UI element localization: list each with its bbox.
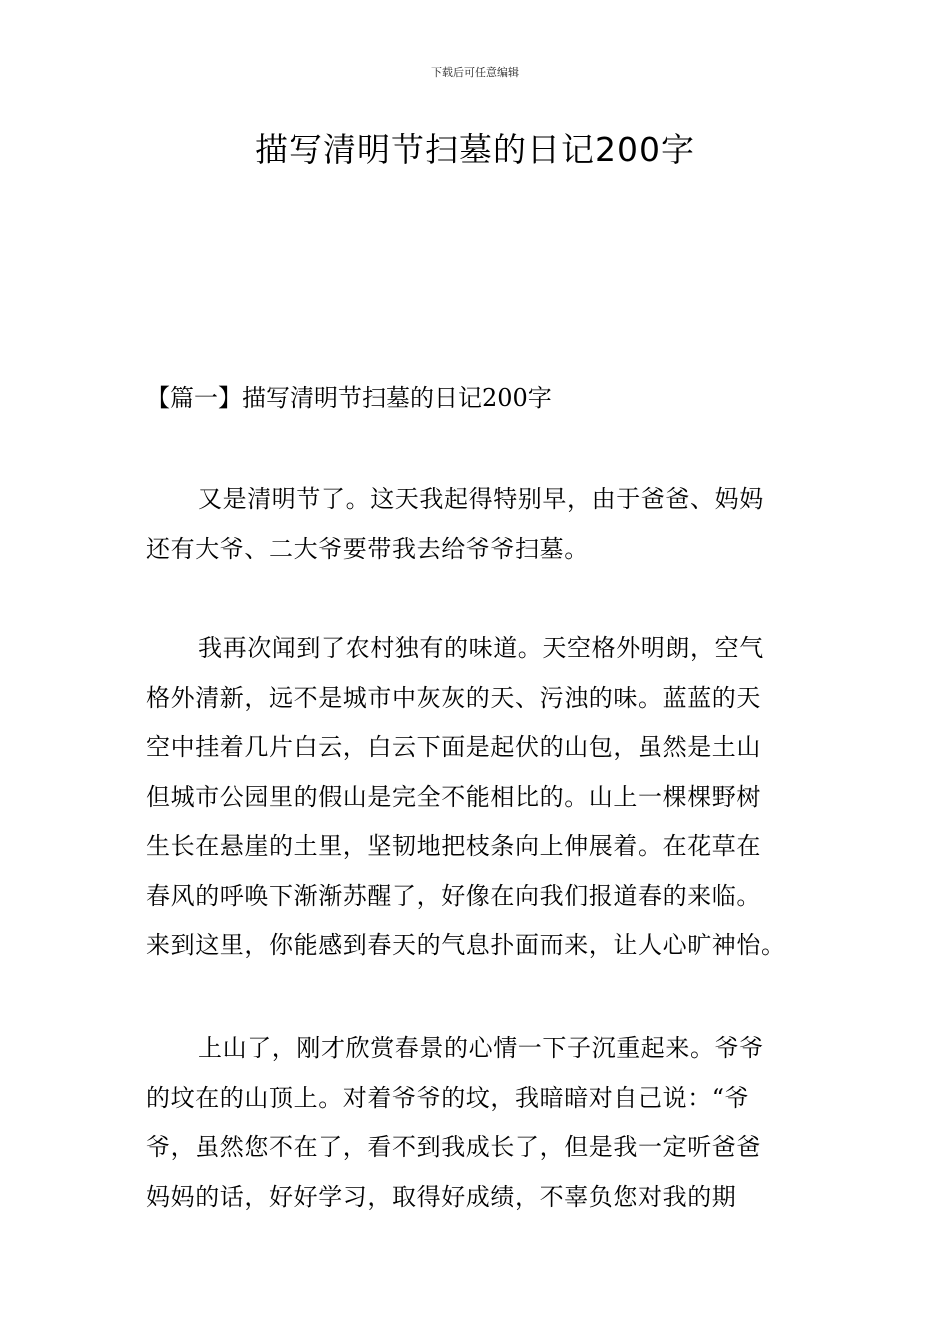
paragraph-3 xyxy=(146,1024,806,1222)
section-heading: 【篇一】描写清明节扫墓的日记200字 xyxy=(146,384,552,412)
paragraph-line: 格外清新，远不是城市中灰灰的天、污浊的味。蓝蓝的天 xyxy=(146,683,761,712)
document-title: 描写清明节扫墓的日记200字 xyxy=(255,130,695,169)
paragraph-line: 生长在悬崖的土里，坚韧地把枝条向上伸展着。在花草在 xyxy=(146,832,761,860)
header-note: 下载后可任意编辑 xyxy=(431,66,519,79)
paragraph-line: 我再次闻到了农村独有的味道。天空格外明朗，空气 xyxy=(198,634,764,662)
paragraph-2 xyxy=(146,624,806,971)
paragraph-line: 又是清明节了。这天我起得特别早，由于爸爸、妈妈 xyxy=(198,485,764,513)
paragraph-line: 空中挂着几片白云，白云下面是起伏的山包，虽然是土山 xyxy=(146,733,761,761)
paragraph-line: 爷，虽然您不在了，看不到我成长了，但是我一定听爸爸 xyxy=(146,1133,761,1161)
paragraph-line: 还有大爷、二大爷要带我去给爷爷扫墓。 xyxy=(146,534,589,563)
paragraph-1 xyxy=(146,475,806,574)
paragraph-line: 的坟在的山顶上。对着爷爷的坟，我暗暗对自己说：“爷 xyxy=(146,1083,750,1112)
paragraph-line: 但城市公园里的假山是完全不能相比的。山上一棵棵野树 xyxy=(146,782,761,811)
paragraph-line: 春风的呼唤下渐渐苏醒了，好像在向我们报道春的来临。 xyxy=(146,881,761,910)
paragraph-line: 妈妈的话，好好学习，取得好成绩，不辜负您对我的期 xyxy=(146,1182,737,1211)
paragraph-line: 来到这里，你能感到春天的气息扑面而来，让人心旷神怡。 xyxy=(146,931,786,959)
paragraph-line: 上山了，刚才欣赏春景的心情一下子沉重起来。爷爷 xyxy=(198,1034,764,1062)
